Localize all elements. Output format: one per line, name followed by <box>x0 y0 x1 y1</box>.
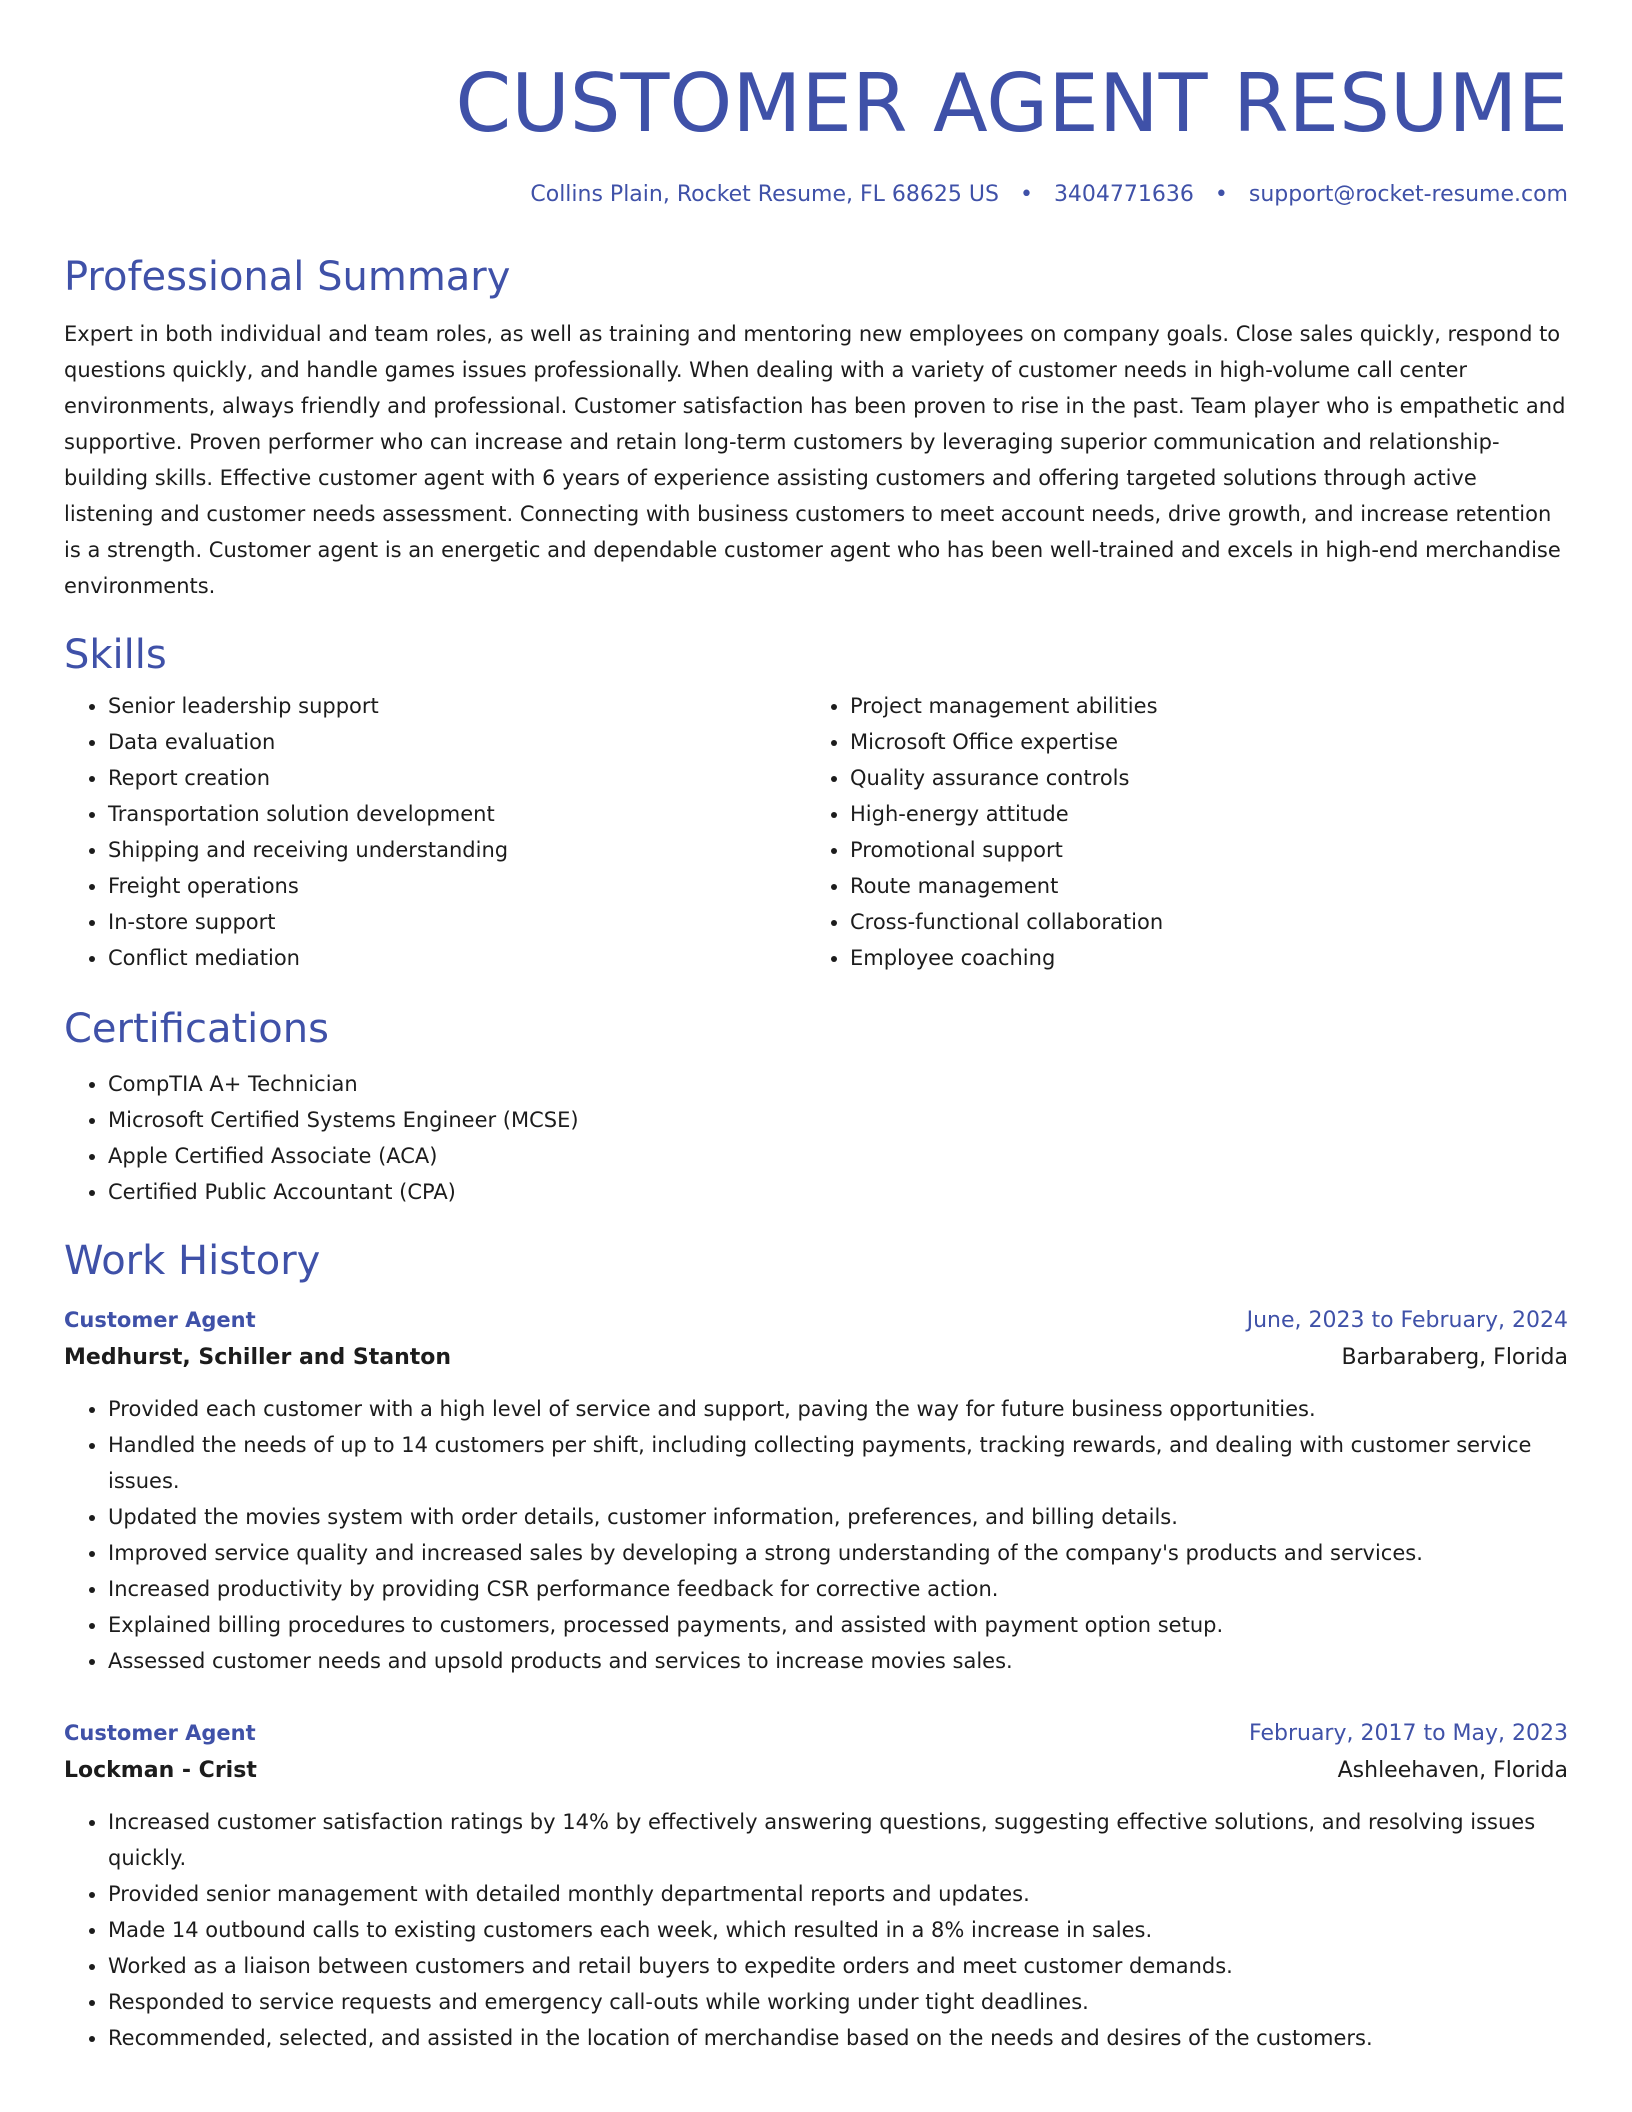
skills-list-left <box>64 688 806 976</box>
job-duty: • Improved service quality and increased sales by developing a strong understanding of the company's products and services. <box>108 1535 1568 1571</box>
summary-heading: Professional Summary <box>64 254 511 300</box>
contact-address: Collins Plain, Rocket Resume, FL 68625 US <box>530 182 999 207</box>
skills-column-right <box>806 688 1548 976</box>
contact-separator: • <box>1214 182 1228 207</box>
skills-heading: Skills <box>64 632 167 678</box>
job-company-row <box>64 1752 1568 1790</box>
skill-item: • Project management abilities <box>850 688 1548 724</box>
job-company: Lockman - Crist <box>64 1758 257 1783</box>
job-location: Barbaraberg, Florida <box>1341 1345 1568 1370</box>
skill-item: • Data evaluation <box>108 724 806 760</box>
skills-list-right <box>806 688 1548 976</box>
resume-title: CUSTOMER AGENT RESUME <box>455 57 1568 150</box>
certification-item: • Microsoft Certified Systems Engineer (MCSE) <box>108 1102 1568 1138</box>
job-entry <box>64 1715 1568 2056</box>
job-dates: February, 2017 to May, 2023 <box>1249 1721 1568 1746</box>
skill-item: • High-energy attitude <box>850 796 1548 832</box>
job-entry <box>64 1302 1568 1679</box>
contact-separator: • <box>1019 182 1033 207</box>
job-duty: • Updated the movies system with order details, customer information, preferences, and billing details. <box>108 1499 1568 1535</box>
skill-item: • In-store support <box>108 904 806 940</box>
job-company-row <box>64 1339 1568 1377</box>
job-title: Customer Agent <box>64 1308 256 1332</box>
job-dates: June, 2023 to February, 2024 <box>1246 1308 1568 1333</box>
skill-item: • Transportation solution development <box>108 796 806 832</box>
job-duty: • Made 14 outbound calls to existing customers each week, which resulted in a 8% increase in sales. <box>108 1912 1568 1948</box>
job-title-row <box>64 1302 1568 1339</box>
skill-item: • Freight operations <box>108 868 806 904</box>
skill-item: • Promotional support <box>850 832 1548 868</box>
certifications-section <box>64 1004 1568 1210</box>
contact-email: support@rocket-resume.com <box>1248 182 1568 207</box>
skill-item: • Senior leadership support <box>108 688 806 724</box>
job-duties-list <box>64 1391 1568 1679</box>
skill-item: • Shipping and receiving understanding <box>108 832 806 868</box>
work-history-section <box>64 1236 1568 2056</box>
certifications-heading: Certifications <box>64 1006 329 1052</box>
summary-section <box>64 252 1568 604</box>
contact-phone: 3404771636 <box>1053 182 1194 207</box>
skills-section <box>64 630 1568 976</box>
job-duty: • Provided each customer with a high level of service and support, paving the way for future business opportunities. <box>108 1391 1568 1427</box>
certification-item: • Certified Public Accountant (CPA) <box>108 1174 1568 1210</box>
job-duty: • Increased customer satisfaction ratings by 14% by effectively answering questions, suggesting effective solutions, and resolving issues quickly. <box>108 1804 1568 1876</box>
job-title: Customer Agent <box>64 1721 256 1745</box>
job-duties-list <box>64 1804 1568 2056</box>
job-duty: • Assessed customer needs and upsold products and services to increase movies sales. <box>108 1643 1568 1679</box>
skill-item: • Route management <box>850 868 1548 904</box>
skills-column-left <box>64 688 806 976</box>
skills-columns <box>64 688 1568 976</box>
job-title-row <box>64 1715 1568 1752</box>
job-duty: • Increased productivity by providing CSR performance feedback for corrective action. <box>108 1571 1568 1607</box>
certification-item: • CompTIA A+ Technician <box>108 1066 1568 1102</box>
skill-item: • Microsoft Office expertise <box>850 724 1548 760</box>
skill-item: • Quality assurance controls <box>850 760 1548 796</box>
contact-line <box>64 180 1568 210</box>
work-history-heading: Work History <box>64 1238 321 1284</box>
job-duty: • Recommended, selected, and assisted in the location of merchandise based on the needs and desires of the customers. <box>108 2020 1568 2056</box>
job-duty: • Provided senior management with detailed monthly departmental reports and updates. <box>108 1876 1568 1912</box>
skill-item: • Report creation <box>108 760 806 796</box>
job-company: Medhurst, Schiller and Stanton <box>64 1345 452 1370</box>
skill-item: • Conflict mediation <box>108 940 806 976</box>
skill-item: • Employee coaching <box>850 940 1548 976</box>
job-duty: • Explained billing procedures to customers, processed payments, and assisted with payment option setup. <box>108 1607 1568 1643</box>
summary-text: Expert in both individual and team roles, as well as training and mentoring new employees on company goals. Close sales quickly, respond to questions quickly, and handle games issues professionally. When dealing with a variety of customer needs in high-volume call center environments, always friendly and professional. Customer satisfaction has been proven to rise in the past. Team player who is empathetic and supportive. Proven performer who can increase and retain long-term customers by leveraging superior communication and relationship-building skills. Effective customer agent with 6 years of experience assisting customers and offering targeted solutions through active listening and customer needs assessment. Connecting with business customers to meet account needs, drive growth, and increase retention is a strength. Customer agent is an energetic and dependable customer agent who has been well-trained and excels in high-end merchandise environments. <box>64 322 1566 598</box>
certifications-list <box>64 1066 1568 1210</box>
certification-item: • Apple Certified Associate (ACA) <box>108 1138 1568 1174</box>
job-duty: • Responded to service requests and emergency call-outs while working under tight deadlines. <box>108 1984 1568 2020</box>
job-duty: • Handled the needs of up to 14 customers per shift, including collecting payments, tracking rewards, and dealing with customer service issues. <box>108 1427 1568 1499</box>
skill-item: • Cross-functional collaboration <box>850 904 1548 940</box>
job-duty: • Worked as a liaison between customers and retail buyers to expedite orders and meet customer demands. <box>108 1948 1568 1984</box>
job-location: Ashleehaven, Florida <box>1337 1758 1568 1783</box>
